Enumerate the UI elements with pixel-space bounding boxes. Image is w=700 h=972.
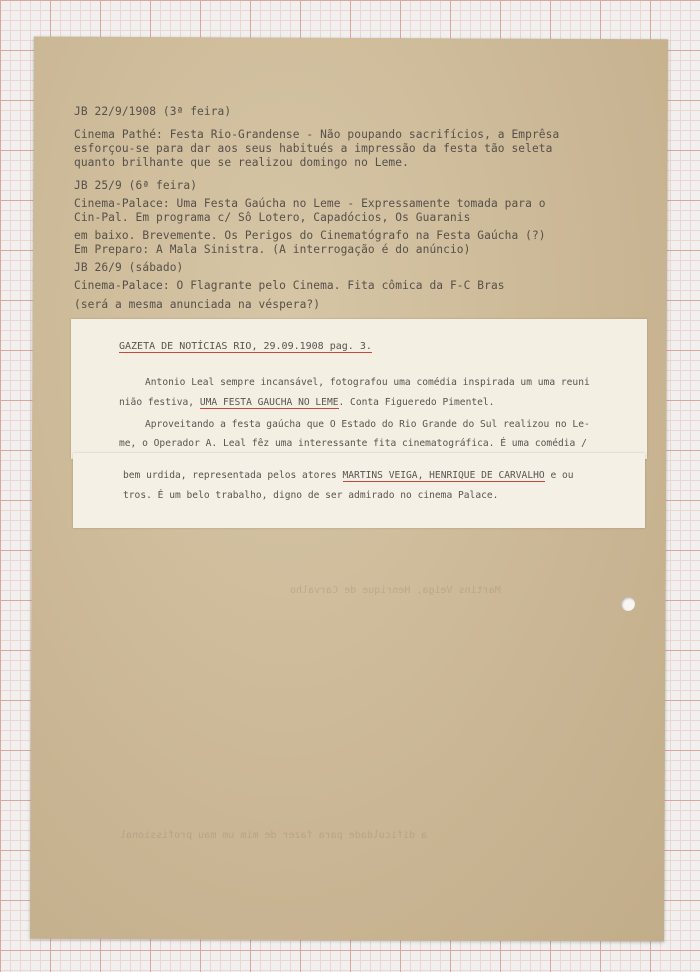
note-line: quanto brilhante que se realizou domingo no Leme. bbox=[74, 156, 409, 169]
note-line: Cin-Pal. Em programa c/ Sô Lotero, Capadócios, Os Guaranis bbox=[74, 211, 471, 224]
note-line: em baixo. Brevemente. Os Perigos do Cinematógrafo na Festa Gaúcha (?) bbox=[74, 229, 546, 242]
note-line: JB 26/9 (sábado) bbox=[74, 261, 184, 274]
film-title: UMA FESTA GAUCHA NO LEME bbox=[199, 397, 339, 408]
note-line: (será a mesma anunciada na véspera?) bbox=[74, 298, 321, 311]
clipping-text: bem urdida, representada pelos atores bbox=[123, 470, 343, 481]
newspaper-clipping-top bbox=[71, 319, 647, 459]
clipping-text: e ou bbox=[544, 470, 574, 481]
clipping-line: me, o Operador A. Leal fêz uma interessante fita cinematográfica. É uma comédia / bbox=[119, 438, 587, 449]
actors-names: MARTINS VEIGA, HENRIQUE DE CARVALHO bbox=[342, 470, 545, 481]
note-line: Em Preparo: A Mala Sinistra. (A interrogação é do anúncio) bbox=[74, 243, 471, 256]
punch-hole bbox=[621, 597, 635, 611]
clipping-line bbox=[119, 397, 494, 408]
note-line: esforçou-se para dar aos seus habitués a impressão da festa tão seleta bbox=[74, 142, 553, 155]
note-line: JB 22/9/1908 (3ª feira) bbox=[74, 105, 232, 118]
clipping-text: nião festiva, bbox=[119, 397, 200, 408]
ghost-text: Martins Veiga, Henrique de Carvalho bbox=[290, 585, 501, 596]
note-line: JB 25/9 (6ª feira) bbox=[74, 179, 198, 192]
note-line: Cinema Pathé: Festa Rio-Grandense - Não poupando sacrifícios, a Emprêsa bbox=[74, 128, 560, 141]
note-line: Cinema-Palace: O Flagrante pelo Cinema. Fita cômica da F-C Bras bbox=[74, 279, 505, 292]
clipping-line bbox=[123, 470, 574, 481]
clipping-text: . Conta Figueredo Pimentel. bbox=[338, 397, 495, 408]
newspaper-clipping-bottom bbox=[73, 453, 645, 528]
ghost-text: a dificuldade para fazer de mim um mau profissional bbox=[120, 830, 428, 841]
clipping-header: GAZETA DE NOTÍCIAS RIO, 29.09.1908 pag. 3. bbox=[119, 341, 372, 352]
clipping-line: Antonio Leal sempre incansável, fotografou uma comédia inspirada um uma reuni bbox=[145, 377, 590, 388]
clipping-line: Aproveitando a festa gaúcha que O Estado do Rio Grande do Sul realizou no Le- bbox=[145, 419, 590, 430]
note-line: Cinema-Palace: Uma Festa Gaúcha no Leme - Expressamente tomada para o bbox=[74, 197, 546, 210]
clipping-line: tros. É um belo trabalho, digno de ser admirado no cinema Palace. bbox=[123, 490, 499, 501]
